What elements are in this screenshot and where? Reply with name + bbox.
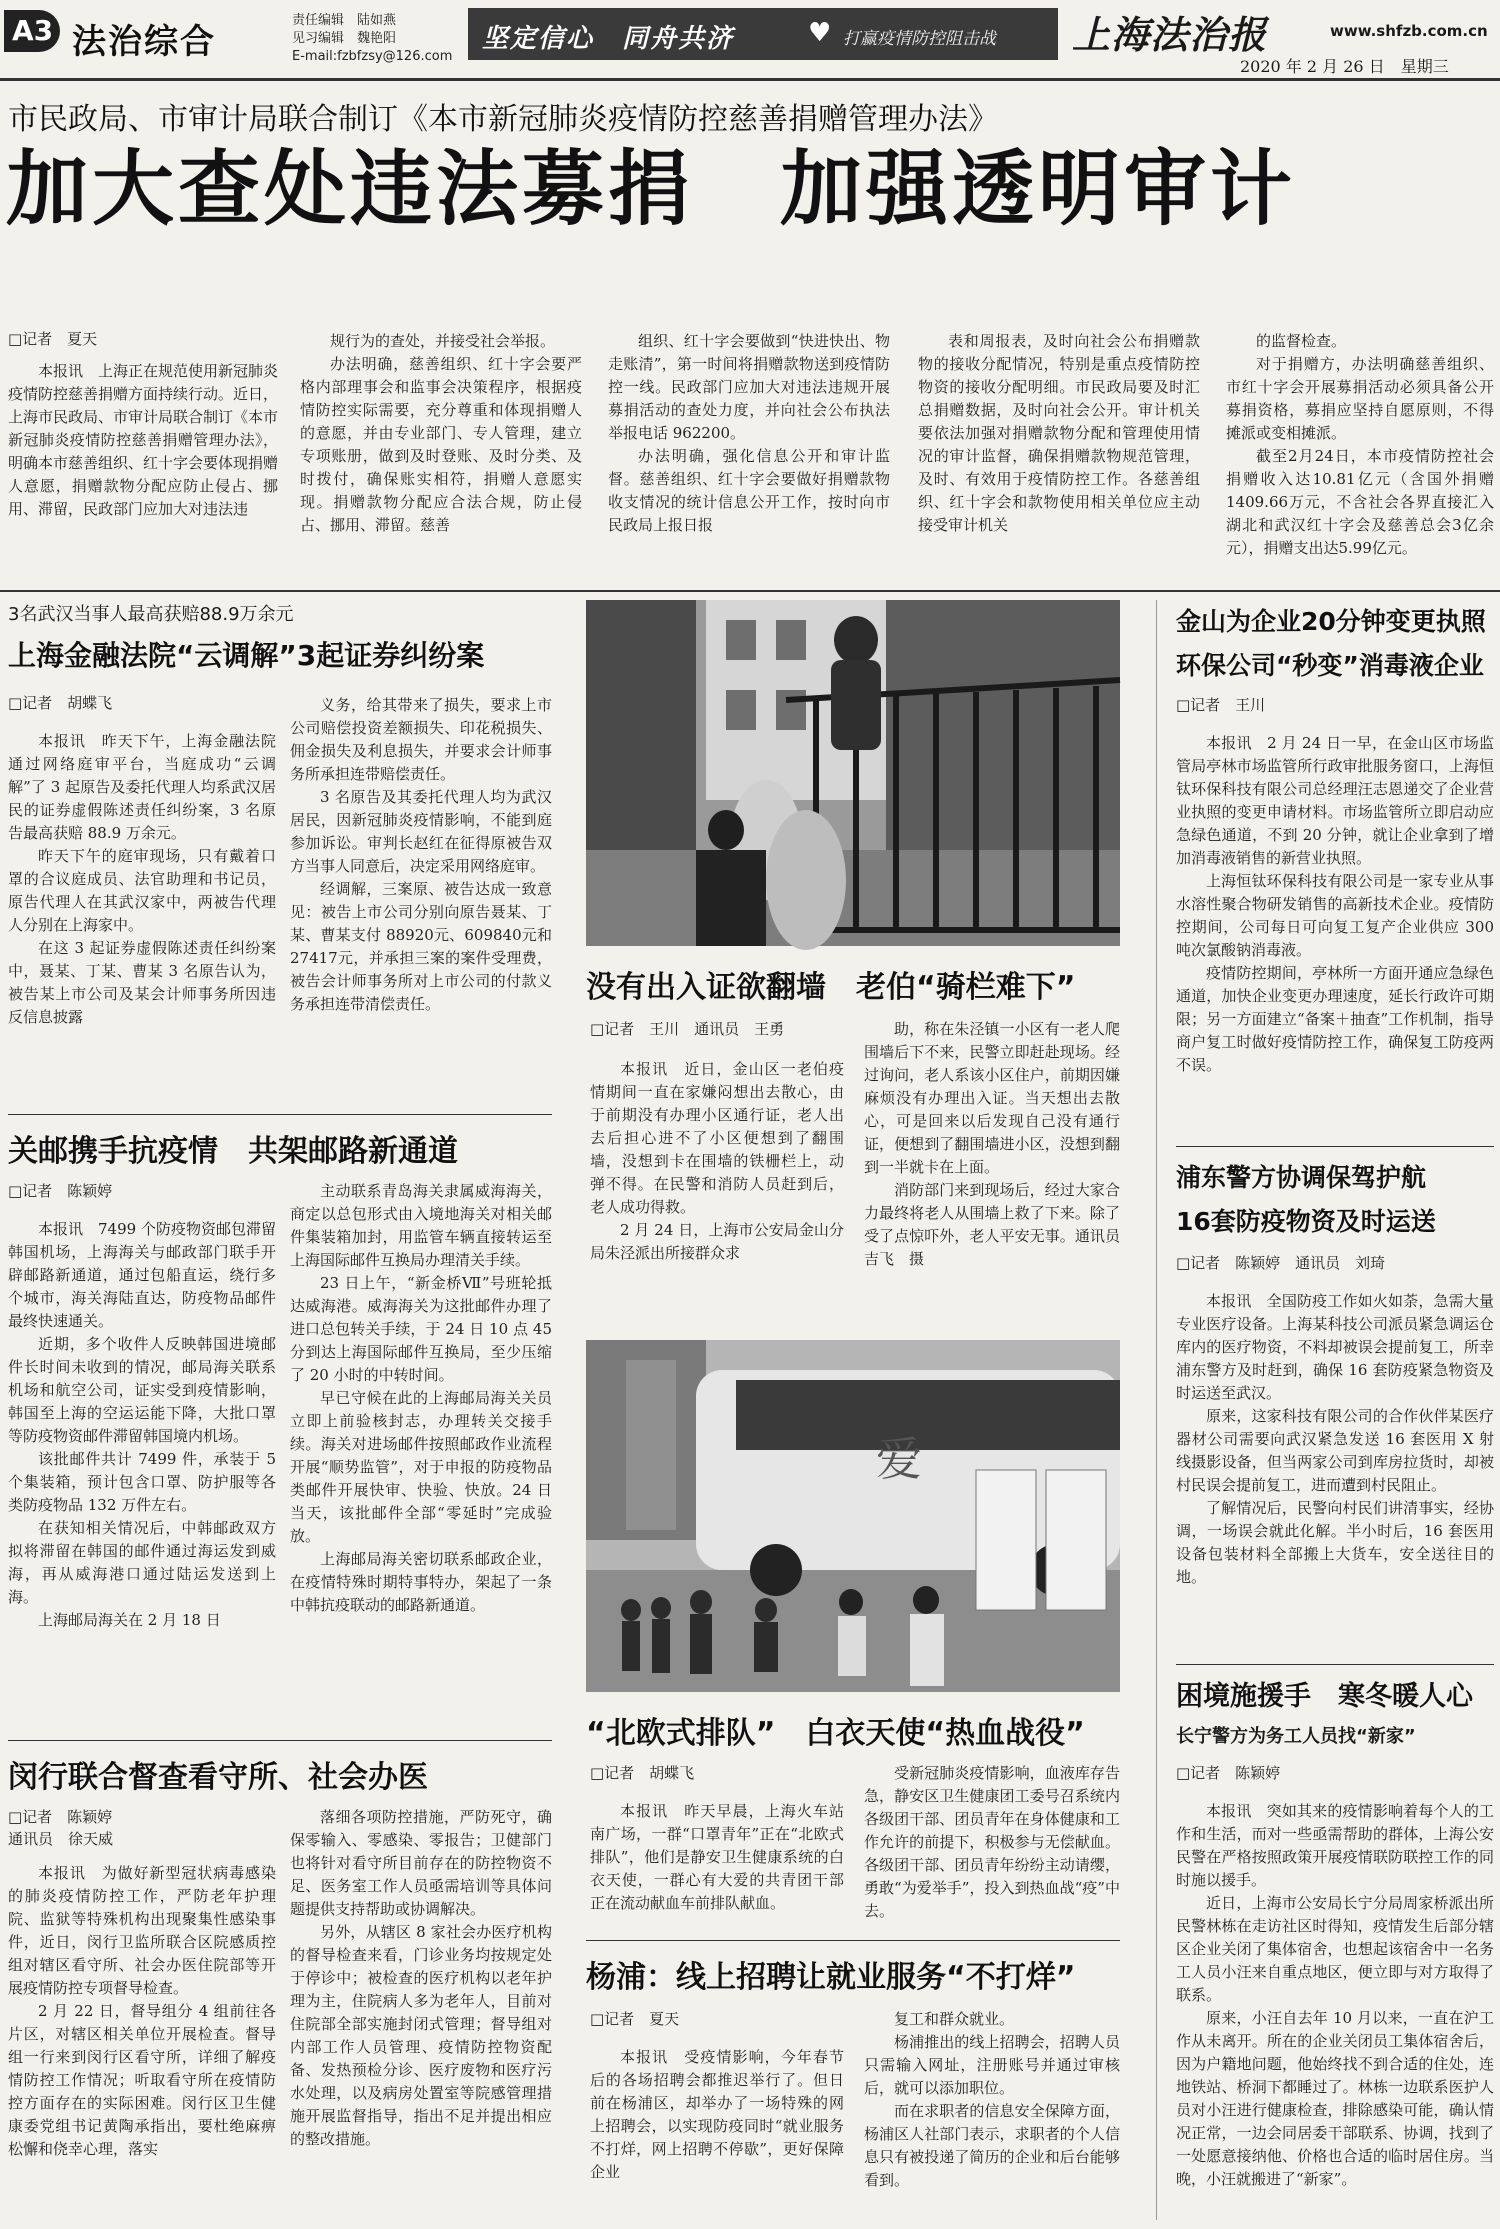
section-title: 法治综合	[72, 22, 216, 62]
paragraph: 而在求职者的信息安全保障方面，杨浦区人社部门表示，求职者的个人信息只有被投递了简历的企业和后台能够看到。	[864, 2102, 1120, 2189]
paragraph: 经调解，三案原、被告达成一致意见：被告上市公司分别向原告聂某、丁某、曹某支付 88920元、609840元和27417元，并承担三案的案件受理费，被告会计师事务所对上市公司的付款义务承担连带清偿责任。	[290, 880, 552, 1013]
fence-byline: □记者 王川 通讯员 王勇	[590, 1020, 785, 1038]
changning-col	[1176, 1800, 1494, 2224]
editor-line: 见习编辑 魏艳阳	[292, 31, 397, 46]
photo-fence-graphic	[586, 600, 1120, 946]
paper-name: 上海法治报	[1072, 12, 1268, 57]
paragraph: 落细各项防控措施，严防死守，确保零输入、零感染、零报告；卫健部门也将针对看守所目前存在的防控物资不足、医务室工作人员亟需培训等具体问题提供支持帮助或协调解决。	[290, 1808, 552, 1918]
heart-hands-icon: ♥	[808, 18, 832, 48]
editor-line: 责任编辑 陆如燕	[292, 13, 397, 28]
page-number: A3	[12, 14, 54, 47]
editor-line: E-mail:fzbfzsy@126.com	[292, 49, 453, 64]
blood-headline: “北欧式排队” 白衣天使“热血战役”	[586, 1716, 1085, 1751]
paragraph: 原来，这家科技有限公司的合作伙伴某医疗器材公司需要向武汉紧急发送 16 套医用 X 射线摄影设备，但当两家公司到库房拉货时，却被村民误会提前复工，进而遭到村民阻止。	[1176, 1407, 1494, 1494]
jinshan-headline: 金山为企业20分钟变更执照 环保公司“秒变”消毒液企业	[1176, 607, 1486, 680]
divider	[1176, 1146, 1494, 1147]
photo-blood-donation-graphic	[586, 1340, 1120, 1692]
paragraph: 上海邮局海关密切联系邮政企业，在疫情特殊时期特事特办，架起了一条中韩抗疫联动的邮路新通道。	[290, 1550, 552, 1614]
post-headline: 关邮携手抗疫情 共架邮路新通道	[8, 1134, 458, 1169]
jinshan-col	[1176, 732, 1494, 1132]
post-col-1	[8, 1218, 276, 1654]
paragraph: 本报讯 昨天早晨，上海火车站南广场，一群“口罩青年”正在“北欧式排队”，他们是静安卫生健康系统的白衣天使，一群心有大爱的共青团干部正在流动献血车前排队献血。	[590, 1802, 844, 1912]
paragraph: 本报讯 受疫情影响，今年春节后的各场招聘会都推迟举行了。但日前在杨浦区，却举办了一场特殊的网上招聘会，以实现防疫同时“就业服务不打烊，网上招聘不停歇”，更好保障企业	[590, 2048, 844, 2181]
blood-byline: □记者 胡蝶飞	[590, 1764, 695, 1782]
column-rule	[1156, 600, 1157, 2220]
paragraph: 近期，多个收件人反映韩国进境邮件长时间未收到的情况，邮局海关联系机场和航空公司，证实受到疫情影响，韩国至上海的空运运能下降，大批口罩等防疫物资邮件滞留韩国境内机场。	[8, 1335, 276, 1445]
issue-date: 2020 年 2 月 26 日 星期三	[1240, 57, 1449, 76]
paragraph: 该批邮件共计 7499 件，承装于 5 个集装箱，预计包含口罩、防护服等各类防疫物品 132 万件左右。	[8, 1450, 276, 1514]
paragraph: 办法明确，慈善组织、红十字会要严格内部理事会和监事会决策程序，根据疫情防控实际需要，充分尊重和体现捐赠人的意愿，并由专业部门、专人管理，建立专项账册，做到及时登账、及时分类、及时拨付，确保账实相符，捐赠人意愿实现。捐赠款物分配应合法合规，防止侵占、挪用、滞留。慈善	[300, 355, 582, 534]
pudong-byline: □记者 陈颖婷 通讯员 刘琦	[1176, 1254, 1386, 1272]
finance-headline: 上海金融法院“云调解”3起证券纠纷案	[8, 639, 485, 672]
page-number-badge	[4, 10, 60, 52]
bus-text: 爱	[876, 1432, 922, 1486]
changning-byline: □记者 陈颖婷	[1176, 1764, 1281, 1782]
divider	[8, 1740, 552, 1741]
paragraph: 本报讯 全国防疫工作如火如荼，急需大量专业医疗设备。上海某科技公司派员紧急调运仓库内的医疗物资，不料却被误会提前复工，所幸浦东警方及时赶到，确保 16 套防疫紧急物资及时运送至武汉。	[1176, 1292, 1494, 1402]
paragraph: 杨浦推出的线上招聘会，招聘人员只需输入网址，注册账号并通过审核后，就可以添加职位。	[864, 2033, 1120, 2097]
divider	[586, 1940, 1120, 1941]
paragraph: 疫情防控期间，亭林所一方面开通应急绿色通道，加快企业变更办理速度，延长行政许可期限；另一方面建立“备案＋抽查”工作机制，指导商户复工时做好疫情防控工作，确保复工防疫两不误。	[1176, 964, 1494, 1074]
minhang-col-1	[8, 1862, 276, 2224]
lead-col-3	[608, 330, 890, 537]
post-byline: □记者 陈颖婷	[8, 1182, 113, 1200]
fence-col-1	[590, 1058, 844, 1328]
jinshan-byline: □记者 王川	[1176, 696, 1266, 714]
minhang-headline: 闵行联合督查看守所、社会办医	[8, 1760, 428, 1795]
paragraph: 2 月 22 日，督导组分 4 组前往各片区，对辖区相关单位开展检查。督导组一行来到闵行区看守所，详细了解疫情防控工作情况；听取看守所在疫情防控方面存在的实际困难。闵行区卫生健康委党组书记黄陶承指出，要杜绝麻痹松懈和侥幸心理，落实	[8, 2002, 276, 2158]
lead-col-5	[1226, 330, 1494, 560]
lead-headline: 加大查处违法募捐 加强透明审计	[6, 142, 1297, 237]
masthead	[0, 0, 1500, 78]
paragraph: 了解情况后，民警向村民们讲清事实，经协调，一场误会就此化解。半小时后，16 套医用设备包装材料全部搬上大货车，安全送往目的地。	[1176, 1499, 1494, 1586]
lead-col-4	[918, 330, 1200, 537]
finance-col-1	[8, 730, 276, 1110]
paragraph: 近日，上海市公安局长宁分局周家桥派出所民警林栋在走访社区时得知，疫情发生后部分辖区企业关闭了集体宿舍，也想起该宿舍中一名务工人员小汪来自重点地区，便立即与对方取得了联系。	[1176, 1894, 1494, 2004]
paragraph: 在获知相关情况后，中韩邮政双方拟将滞留在韩国的邮件通过海运发到威海，再从威海港口通过陆运发送到上海。	[8, 1519, 276, 1606]
paragraph: 办法明确，强化信息公开和审计监督。慈善组织、红十字会要做好捐赠款物收支情况的统计信息公开工作，按时向市民政局上报日报	[608, 447, 890, 534]
paragraph: 本报讯 近日，金山区一老伯疫情期间一直在家嫌闷想出去散心，由于前期没有办理小区通行证，老人出去后担心进不了小区便想到了翻围墙，没想到卡在围墙的铁栅栏上，动弹不得。在民警和消防人员赶到后，老人成功得救。	[590, 1060, 844, 1216]
minhang-byline: □记者 陈颖婷 通讯员 徐天威	[8, 1808, 114, 1848]
fence-headline: 没有出入证欲翻墙 老伯“骑栏难下”	[586, 970, 1076, 1005]
paragraph: 复工和群众就业。	[894, 2010, 1015, 2028]
photo-blood-donation	[586, 1340, 1120, 1692]
paragraph: 助，称在朱泾镇一小区有一老人爬围墙后下不来，民警立即赶赴现场。经过询问，老人系该小区住户，前期因嫌麻烦没有办理出入证。当天想出去散心，可是回来以后发现自己没有通行证，便想到了翻围墙进小区，没想到翻到一半就卡在上面。	[864, 1020, 1120, 1176]
finance-byline: □记者 胡蝶飞	[8, 694, 113, 712]
yangpu-col-2	[864, 2008, 1120, 2224]
paragraph: 主动联系青岛海关隶属威海海关，商定以总包形式由入境地海关对相关邮件集装箱加封，用监管车辆直接转运至上海国际邮件互换局办理清关手续。	[290, 1182, 552, 1269]
paragraph: 本报讯 突如其来的疫情影响着每个人的工作和生活，而对一些亟需帮助的群体，上海公安民警在严格按照政策开展疫情联防联控工作的同时施以援手。	[1176, 1802, 1494, 1889]
fence-col-2	[864, 1018, 1136, 1330]
section-divider	[0, 590, 1500, 592]
yangpu-col-1	[590, 2046, 844, 2224]
slogan-subtext: 打赢疫情防控阻击战	[843, 29, 996, 49]
editor-credits	[292, 12, 452, 66]
paragraph: 本报讯 7499 个防疫物资邮包滞留韩国机场，上海海关与邮政部门联手开辟邮路新通道，通过包船直运，绕行多个城市，海关海陆直达，防疫物品邮件最终快速通关。	[8, 1220, 276, 1330]
blood-col-1	[590, 1800, 844, 1934]
paragraph: 本报讯 为做好新型冠状病毒感染的肺炎疫情防控工作，严防老年护理院、监狱等特殊机构出现聚集性感染事件，近日，闵行卫监所联合区院感质控组对辖区看守所、社会办医住院部等开展疫情防控专项督导检查。	[8, 1864, 276, 1997]
paragraph: 上海恒钛环保科技有限公司是一家专业从事水溶性聚合物研发销售的高新技术企业。疫情防控期间，公司每日可向复工复产企业供应 300 吨次氯酸钠消毒液。	[1176, 872, 1494, 959]
pudong-col	[1176, 1290, 1494, 1660]
paragraph: 表和周报表，及时向社会公布捐赠款物的接收分配情况，特别是重点疫情防控物资的接收分配明细。市民政局要及时汇总捐赠数据，及时向社会公开。审计机关要依法加强对捐赠款物分配和管理使用情况的审计监督，确保捐赠款物规范管理，及时、有效用于疫情防控工作。各慈善组织、红十字会和款物使用相关单位应主动接受审计机关	[918, 332, 1200, 534]
paragraph: 本报讯 2 月 24 日一早，在金山区市场监管局亭林市场监管所行政审批服务窗口，上海恒钛环保科技有限公司总经理汪志恩递交了企业营业执照的变更申请材料。市场监管所立即启动应急绿色通道，不到 20 分钟，就让企业拿到了增加消毒液销售的新营业执照。	[1176, 734, 1494, 867]
paragraph: 截至2月24日，本市疫情防控社会捐赠收入达10.81亿元（含国外捐赠1409.66万元，不含社会各界直接汇入湖北和武汉红十字会及慈善总会3亿余元），捐赠支出达5.99亿元。	[1226, 447, 1494, 557]
minhang-col-2	[290, 1806, 552, 2224]
paragraph: 本报讯 昨天下午，上海金融法院通过网络庭审平台，当庭成功“云调解”了 3 起原告及委托代理人均系武汉居民的证券虚假陈述责任纠纷案，3 名原告最高获赔 88.9 万余元。	[8, 732, 276, 842]
yangpu-headline: 杨浦：线上招聘让就业服务“不打烊”	[586, 1960, 1076, 1995]
paragraph: 早已守候在此的上海邮局海关关员立即上前验核封志，办理转关交接手续。海关对进场邮件按照邮政作业流程开展“顺势监管”，对于申报的防疫物品类邮件开展快审、快验、快放。24 日当天，该批邮件全部“零延时”完成验放。	[290, 1389, 552, 1545]
paragraph: 2 月 24 日，上海市公安局金山分局朱泾派出所接群众求	[590, 1221, 844, 1262]
website: www.shfzb.com.cn	[1330, 22, 1488, 40]
lead-col-1	[8, 360, 278, 521]
slogan-banner	[468, 8, 1058, 60]
paragraph: 在这 3 起证券虚假陈述责任纠纷案中，聂某、丁某、曹某 3 名原告认为，被告某上市公司及某会计师事务所因违反信息披露	[8, 939, 276, 1026]
paragraph: 组织、红十字会要做到“快进快出、物走账清”，第一时间将捐赠款物送到疫情防控一线。民政部门应加大对违法违规开展募捐活动的查处力度，并向社会公布执法举报电话 962200。	[608, 332, 890, 442]
paragraph: 受新冠肺炎疫情影响，血液库存告急，静安区卫生健康团工委号召系统内各级团干部、团员青年在身体健康和工作允许的前提下，积极参与无偿献血。各级团干部、团员青年纷纷主动请缨，勇敢“为爱举手”，投入到热血战“疫”中去。	[864, 1764, 1120, 1920]
photo-fence	[586, 600, 1120, 946]
paragraph: 23 日上午，“新金桥Ⅶ”号班轮抵达威海港。威海海关为这批邮件办理了进口总包转关手续，于 24 日 10 点 45 分到达上海国际邮件互换局，至少压缩了 20 小时的中转时间。	[290, 1274, 552, 1384]
paragraph: 规行为的查处，并接受社会举报。	[330, 332, 556, 350]
lead-kicker: 市民政局、市审计局联合制订《本市新冠肺炎疫情防控慈善捐赠管理办法》	[8, 102, 998, 137]
divider	[8, 1114, 552, 1115]
paragraph: 昨天下午的庭审现场，只有戴着口罩的合议庭成员、法官助理和书记员，原告代理人在其武汉家中，两被告代理人分别在上海家中。	[8, 847, 276, 934]
paragraph: 原来，小汪自去年 10 月以来，一直在沪工作从未离开。所在的企业关闭员工集体宿舍后，因为户籍地问题，他始终找不到合适的住处，连地铁站、桥洞下都睡过了。林栋一边联系医护人员对小汪进行健康检查，排除感染可能，确认情况正常，一边会同居委干部联系、协调，找到了一处愿意接纳他、价格也合适的临时居住房。当晚，小汪就搬进了“新家”。	[1176, 2009, 1494, 2188]
slogan-text: 坚定信心 同舟共济	[482, 24, 735, 54]
paragraph: 消防部门来到现场后，经过大家合力最终将老人从围墙上救了下来。除了受了点惊吓外，老人平安无事。通讯员 吉飞 摄	[864, 1181, 1136, 1268]
pudong-headline: 浦东警方协调保驾护航 16套防疫物资及时运送	[1176, 1163, 1436, 1236]
paragraph: 上海邮局海关在 2 月 18 日	[38, 1611, 221, 1629]
changning-subhead: 长宁警方为务工人员找“新家”	[1176, 1726, 1416, 1747]
paragraph: 另外，从辖区 8 家社会办医疗机构的督导检查来看，门诊业务均按规定处于停诊中；被检查的医疗机构以老年护理为主，住院病人多为老年人，目前对住院部全部实施封闭式管理；督导组对内部工作人员管理、疫情防控物资配备、发热预检分诊、医疗废物和医疗污水处理，以及病房处置室等院感管理措施开展监督指导，指出不足并提出相应的整改措施。	[290, 1923, 552, 2148]
post-col-2	[290, 1180, 552, 1654]
lead-byline: □记者 夏天	[8, 330, 98, 348]
finance-kicker: 3名武汉当事人最高获赔88.9万余元	[8, 604, 294, 625]
changning-headline: 困境施援手 寒冬暖人心	[1176, 1681, 1473, 1712]
yangpu-byline: □记者 夏天	[590, 2010, 680, 2028]
finance-col-2	[290, 694, 552, 1110]
paragraph: 3 名原告及其委托代理人均为武汉居民，因新冠肺炎疫情影响，不能到庭参加诉讼。审判长赵红在征得原被告双方当事人同意后，决定采用网络庭审。	[290, 788, 552, 875]
paragraph: 对于捐赠方，办法明确慈善组织、市红十字会开展募捐活动必须具备公开募捐资格，募捐应坚持自愿原则，不得摊派或变相摊派。	[1226, 355, 1494, 442]
masthead-rule	[0, 78, 1500, 81]
divider	[1176, 1664, 1494, 1665]
paragraph: 本报讯 上海正在规范使用新冠肺炎疫情防控慈善捐赠方面持续行动。近日，上海市民政局、市审计局联合制订《本市新冠肺炎疫情防控慈善捐赠管理办法》，明确本市慈善组织、红十字会要体现捐赠人意愿，捐赠款物分配应防止侵占、挪用、滞留，民政部门应加大对违法违	[8, 362, 279, 518]
paragraph: 的监督检查。	[1256, 332, 1347, 350]
blood-col-2	[864, 1762, 1120, 1934]
paragraph: 义务，给其带来了损失，要求上市公司赔偿投资差额损失、印花税损失、佣金损失及利息损失，并要求会计师事务所承担连带赔偿责任。	[290, 696, 552, 783]
lead-col-2	[300, 330, 582, 537]
